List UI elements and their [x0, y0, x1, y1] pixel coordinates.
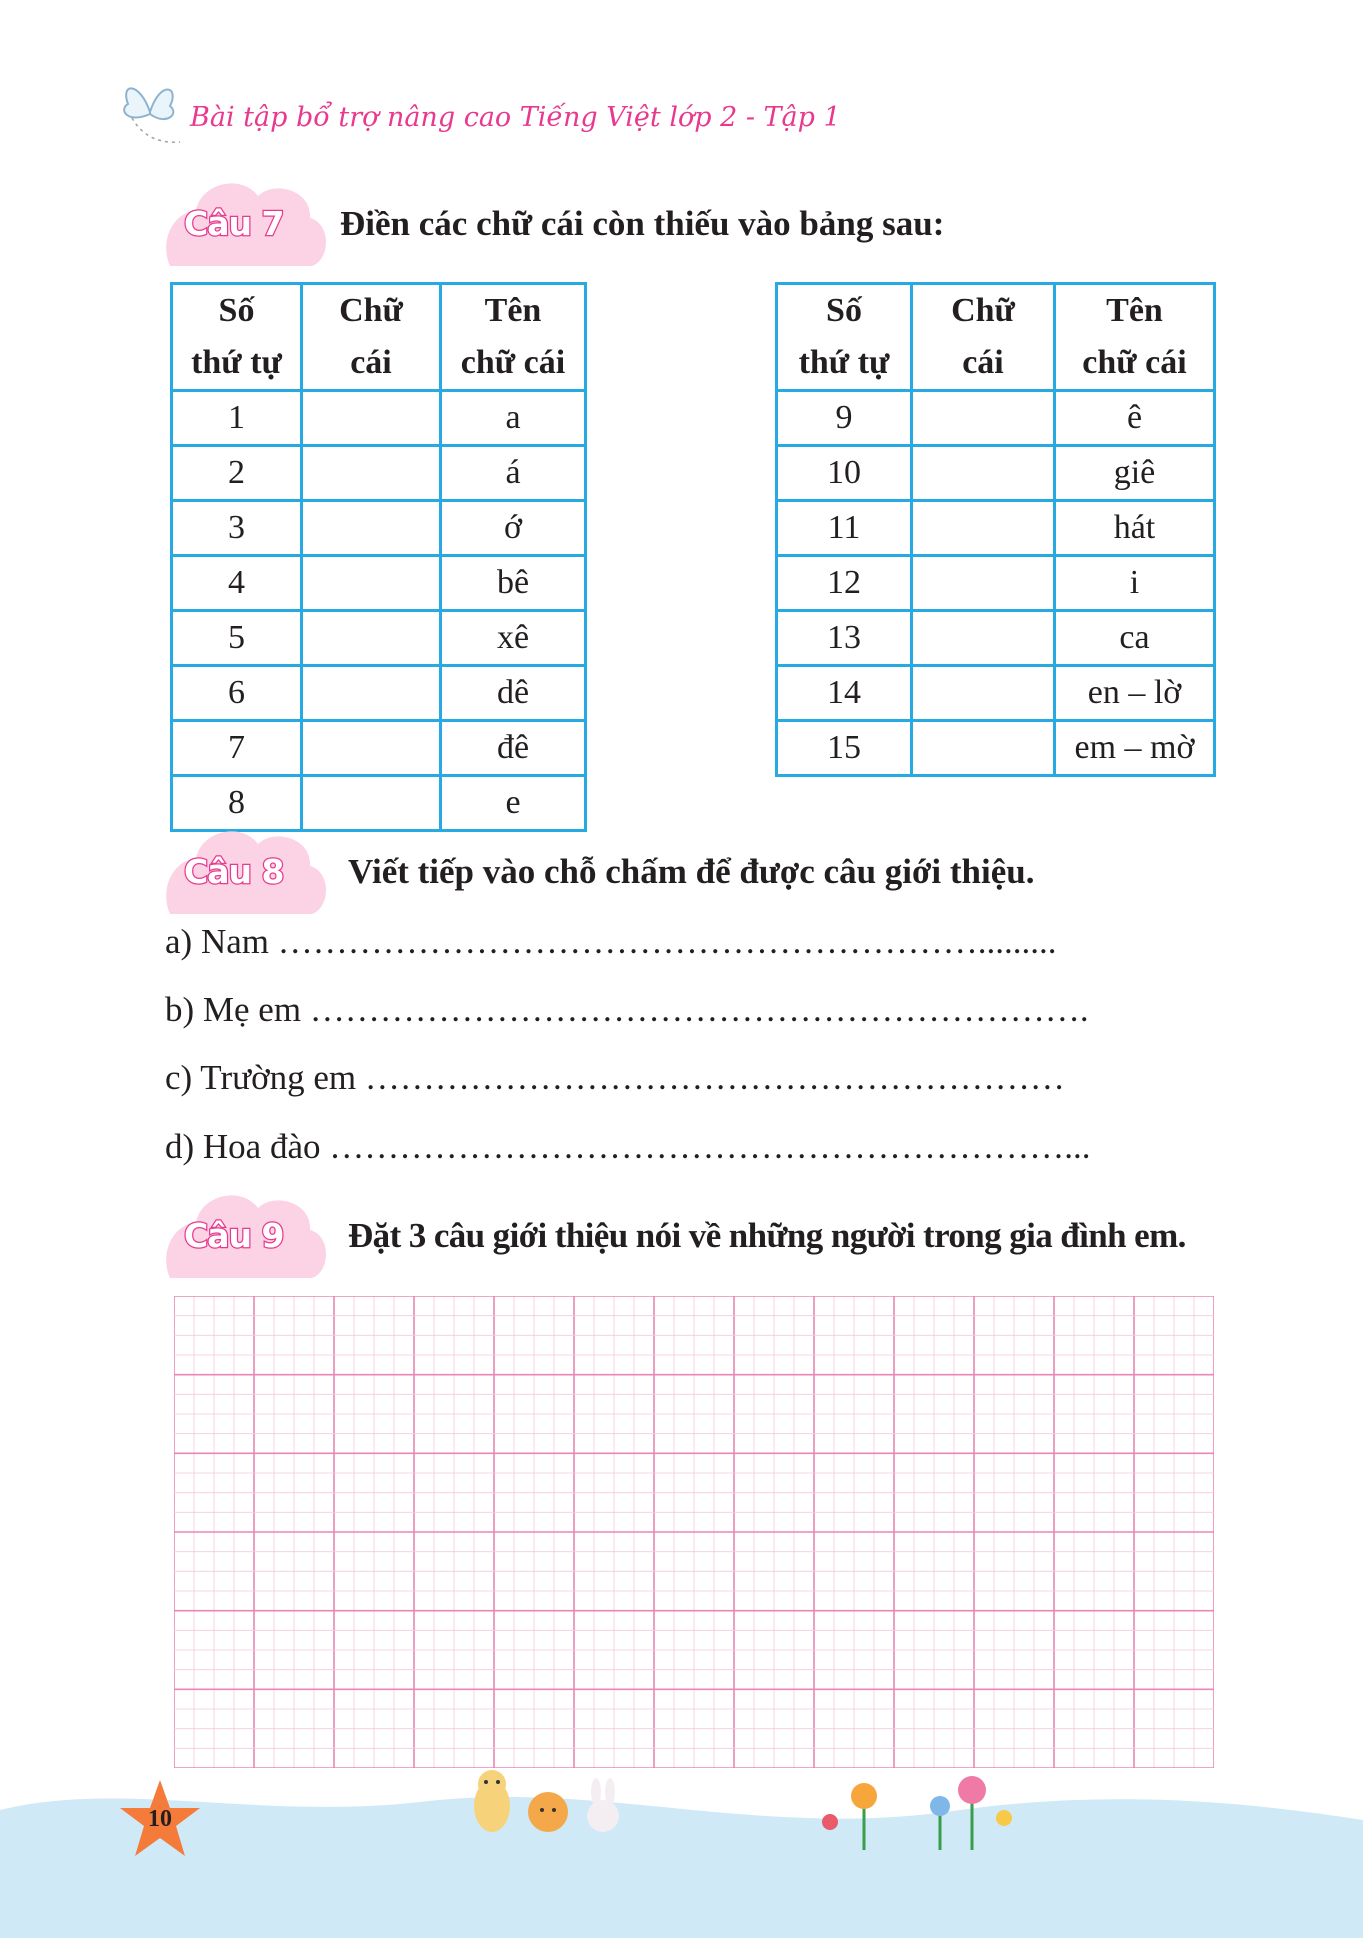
letter-blank-cell[interactable] — [912, 446, 1055, 501]
header-letter-name: Tên chữ cái — [1055, 284, 1215, 391]
header-letter: Chữ cái — [912, 284, 1055, 391]
rabbit-icon — [587, 1778, 619, 1832]
table-row — [777, 391, 1215, 446]
letter-name: em – mờ — [1055, 721, 1215, 776]
table-row — [172, 556, 586, 611]
question-7-text: Điền các chữ cái còn thiếu vào bảng sau: — [340, 204, 945, 243]
row-number: 12 — [777, 556, 912, 611]
letter-blank-cell[interactable] — [302, 611, 441, 666]
letter-blank-cell[interactable] — [912, 721, 1055, 776]
row-number: 10 — [777, 446, 912, 501]
row-number: 2 — [172, 446, 302, 501]
row-number: 11 — [777, 501, 912, 556]
table-row — [777, 556, 1215, 611]
letter-name: giê — [1055, 446, 1215, 501]
giraffe-icon — [474, 1770, 510, 1832]
table-row — [777, 501, 1215, 556]
table-row — [777, 446, 1215, 501]
fill-line-d[interactable]: d) Hoa đào ………………………………………………………... — [165, 1127, 1091, 1166]
book-title: Bài tập bổ trợ nâng cao Tiếng Việt lớp 2 - Tập 1 — [190, 102, 841, 133]
row-number: 5 — [172, 611, 302, 666]
row-number: 1 — [172, 391, 302, 446]
letter-blank-cell[interactable] — [302, 446, 441, 501]
question-7-heading — [162, 174, 1292, 274]
table-row — [777, 611, 1215, 666]
question-badge — [162, 1186, 332, 1286]
question-badge-label: Câu 7 — [184, 204, 284, 243]
letter-name: xê — [441, 611, 586, 666]
question-8-heading — [162, 822, 1292, 922]
letter-blank-cell[interactable] — [912, 501, 1055, 556]
table-header-row — [777, 284, 1215, 391]
question-8-text: Viết tiếp vào chỗ chấm để được câu giới thiệu. — [348, 852, 1035, 891]
table-row — [172, 501, 586, 556]
letter-name: bê — [441, 556, 586, 611]
letter-blank-cell[interactable] — [302, 501, 441, 556]
row-number: 7 — [172, 721, 302, 776]
table-row — [777, 721, 1215, 776]
letter-name: ớ — [441, 501, 586, 556]
row-number: 9 — [777, 391, 912, 446]
letter-name: ca — [1055, 611, 1215, 666]
table-row — [777, 666, 1215, 721]
letter-blank-cell[interactable] — [912, 391, 1055, 446]
question-badge-label: Câu 8 — [184, 852, 284, 891]
table-row — [172, 721, 586, 776]
letter-blank-cell[interactable] — [302, 556, 441, 611]
header-letter: Chữ cái — [302, 284, 441, 391]
letter-name: e — [441, 776, 586, 831]
fill-line-c[interactable]: c) Trường em …………………………………………………… — [165, 1058, 1065, 1097]
footer-decoration — [0, 1740, 1363, 1938]
letters-table-right — [775, 282, 1216, 777]
letter-name: đê — [441, 721, 586, 776]
question-badge-label: Câu 9 — [184, 1216, 284, 1255]
page-number: 10 — [148, 1806, 172, 1832]
letter-name: hát — [1055, 501, 1215, 556]
letter-blank-cell[interactable] — [302, 721, 441, 776]
row-number: 4 — [172, 556, 302, 611]
row-number: 13 — [777, 611, 912, 666]
letter-blank-cell[interactable] — [912, 611, 1055, 666]
letter-blank-cell[interactable] — [302, 666, 441, 721]
row-number: 15 — [777, 721, 912, 776]
letter-blank-cell[interactable] — [912, 556, 1055, 611]
letter-name: en – lờ — [1055, 666, 1215, 721]
letters-table-left — [170, 282, 587, 832]
letter-name: i — [1055, 556, 1215, 611]
letter-name: a — [441, 391, 586, 446]
question-badge — [162, 822, 332, 922]
row-number: 8 — [172, 776, 302, 831]
table-row — [172, 391, 586, 446]
question-badge — [162, 174, 332, 274]
table-header-row — [172, 284, 586, 391]
row-number: 14 — [777, 666, 912, 721]
writing-grid[interactable] — [174, 1296, 1214, 1773]
letter-blank-cell[interactable] — [302, 391, 441, 446]
letter-name: á — [441, 446, 586, 501]
row-number: 3 — [172, 501, 302, 556]
letter-name: dê — [441, 666, 586, 721]
butterfly-icon — [110, 72, 190, 152]
header-letter-name: Tên chữ cái — [441, 284, 586, 391]
row-number: 6 — [172, 666, 302, 721]
question-9-heading — [162, 1186, 1292, 1286]
header-number: Số thứ tự — [777, 284, 912, 391]
writing-grid-lines — [174, 1296, 1214, 1768]
tiger-icon — [528, 1792, 568, 1832]
page-header — [110, 72, 1010, 152]
letter-name: ê — [1055, 391, 1215, 446]
table-row — [172, 611, 586, 666]
table-row — [172, 666, 586, 721]
question-9-text: Đặt 3 câu giới thiệu nói về những người trong gia đình em. — [348, 1216, 1186, 1255]
fill-line-a[interactable]: a) Nam ……………………………………………………......... — [165, 922, 1057, 961]
letter-blank-cell[interactable] — [912, 666, 1055, 721]
fill-line-b[interactable]: b) Mẹ em …………………………………………………………. — [165, 990, 1089, 1029]
table-row — [172, 446, 586, 501]
header-number: Số thứ tự — [172, 284, 302, 391]
